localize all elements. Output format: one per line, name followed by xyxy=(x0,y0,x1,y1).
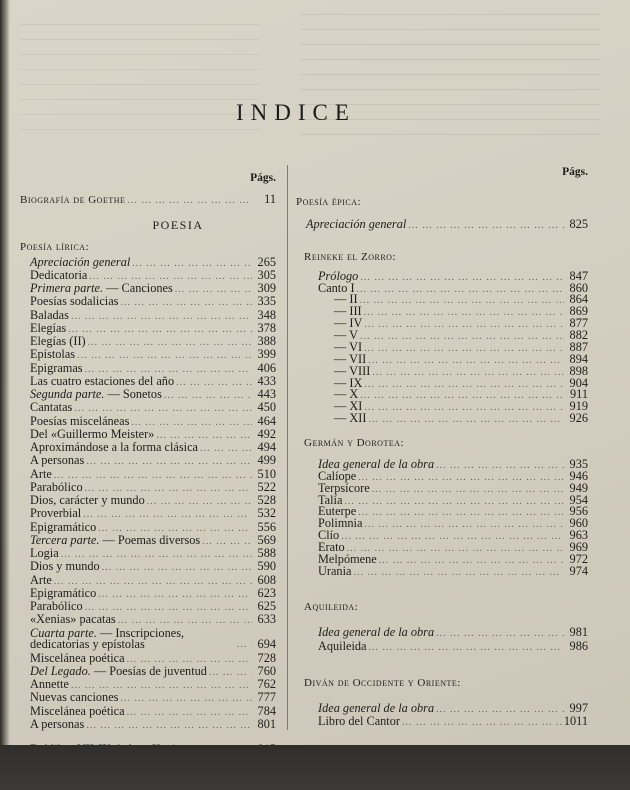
toc-entry xyxy=(20,585,276,600)
toc-entry-page: 510 xyxy=(257,466,276,481)
leader-dots xyxy=(368,414,564,426)
toc-list-lirica xyxy=(20,254,276,756)
toc-entry xyxy=(20,519,276,534)
toc-entry-page: 760 xyxy=(257,663,276,678)
leader-dots xyxy=(237,639,252,651)
toc-entry-page: 777 xyxy=(257,690,276,705)
toc-entry xyxy=(20,703,276,718)
toc-entry-page: 762 xyxy=(257,677,276,692)
toc-entry-title: — V xyxy=(334,328,359,343)
leader-dots xyxy=(353,567,564,579)
toc-entry-page: 1011 xyxy=(563,713,588,728)
leader-dots xyxy=(364,307,564,319)
leader-dots xyxy=(360,331,564,343)
leader-dots xyxy=(164,390,252,402)
toc-entry xyxy=(20,692,276,704)
toc-entry-title: Prólogo xyxy=(318,268,359,283)
left-column xyxy=(20,172,276,756)
toc-entry-page: 963 xyxy=(569,528,588,543)
toc-entry-page: 433 xyxy=(257,373,276,388)
leader-dots xyxy=(358,507,564,519)
toc-entry-page: 926 xyxy=(569,411,588,426)
toc-entry xyxy=(20,442,276,454)
toc-entry xyxy=(20,402,276,414)
toc-entry-title: — II xyxy=(334,292,358,307)
toc-entry-page: 949 xyxy=(569,480,588,495)
pags-header-left: Págs. xyxy=(250,172,276,184)
toc-entry-title: — XII xyxy=(334,411,367,426)
leader-dots xyxy=(202,536,252,548)
toc-entry-page: 894 xyxy=(569,351,588,366)
leader-dots xyxy=(341,531,564,543)
leader-dots xyxy=(369,642,565,654)
toc-entry xyxy=(20,336,276,348)
toc-entry-page: 625 xyxy=(257,599,276,614)
toc-entry-page: 406 xyxy=(257,360,276,375)
section-heading-poesia: POESIA xyxy=(152,217,204,232)
toc-entry-page: 556 xyxy=(257,519,276,534)
book-spine-shadow xyxy=(0,0,10,745)
toc-entry-title: Calíope xyxy=(318,468,357,483)
toc-entry-title: Miscelánea poética xyxy=(30,703,125,718)
toc-entry-title: Erato xyxy=(318,540,345,554)
leader-dots xyxy=(86,720,252,732)
toc-entry-page: 801 xyxy=(257,716,276,731)
leader-dots xyxy=(368,355,564,367)
toc-entry-page: 348 xyxy=(257,307,276,322)
toc-entry xyxy=(296,627,588,639)
toc-entry xyxy=(20,663,276,678)
leader-dots xyxy=(120,297,252,309)
leader-dots xyxy=(364,519,564,531)
toc-entry-title: Parabólico xyxy=(30,479,83,494)
toc-entry xyxy=(296,700,588,715)
toc-entry-title: Idea general de la obra xyxy=(318,700,435,715)
leader-dots xyxy=(364,379,564,391)
toc-entry-page: 608 xyxy=(257,572,276,587)
toc-entry-page: 309 xyxy=(257,281,276,296)
toc-entry-page: 877 xyxy=(569,316,588,331)
toc-entry-title: — III xyxy=(334,304,362,319)
toc-entry-biografia: Biografía de Goethe ... . 11 xyxy=(20,194,276,206)
toc-entry-page: 986 xyxy=(569,639,588,654)
toc-entry xyxy=(20,349,276,361)
toc-entry-page: 388 xyxy=(257,334,276,349)
toc-entry-page: 590 xyxy=(257,559,276,574)
section-part-subtitle: — Poemas diversos xyxy=(99,532,201,547)
bleed-through-ghosting xyxy=(20,20,260,130)
toc-entry xyxy=(20,455,276,467)
toc-entry-title: Terpsícore xyxy=(318,480,370,495)
toc-entry-title: Del «Guillermo Meister» xyxy=(30,426,155,441)
toc-entry-page: 946 xyxy=(569,468,588,483)
leader-dots xyxy=(54,470,252,482)
toc-entry xyxy=(20,532,276,547)
toc-entry xyxy=(20,625,276,652)
toc-entry-title: — IV xyxy=(334,316,363,331)
toc-entry-title: Elegías (II) xyxy=(30,334,86,349)
leader-dots xyxy=(357,284,564,296)
leader-dots xyxy=(372,367,564,379)
toc-entry-title: A personas xyxy=(30,453,85,468)
toc-entry-title: Talía xyxy=(318,492,343,507)
leader-dots xyxy=(86,456,252,468)
section-part-label: Tercera parte. xyxy=(30,532,100,547)
toc-entry-title: — VI xyxy=(334,339,363,354)
toc-entry-title: Idea general de la obra xyxy=(318,625,435,640)
leader-dots xyxy=(379,555,564,567)
toc-entry-title: Nuevas canciones xyxy=(30,690,119,705)
toc-entry-page: 956 xyxy=(569,504,588,519)
toc-entry-page: 588 xyxy=(257,546,276,561)
toc-entry-page: 882 xyxy=(569,328,588,343)
toc-entry-page: 532 xyxy=(257,506,276,521)
toc-entry-page: 464 xyxy=(257,413,276,428)
toc-entry xyxy=(20,479,276,494)
toc-entry-title xyxy=(20,625,235,652)
leader-dots xyxy=(358,472,564,484)
toc-entry-page: 954 xyxy=(569,492,588,507)
toc-entry-title xyxy=(20,389,162,401)
toc-entry-title: Euterpe xyxy=(318,504,357,519)
right-column xyxy=(296,166,588,727)
leader-dots xyxy=(176,377,252,389)
toc-entry-title xyxy=(20,663,207,678)
toc-entry xyxy=(296,563,588,578)
toc-entry-page: 623 xyxy=(257,585,276,600)
leader-dots xyxy=(200,443,252,455)
toc-entry-page: 494 xyxy=(257,440,276,455)
toc-entry xyxy=(20,283,276,295)
toc-entry-title: — VIII xyxy=(334,363,371,378)
toc-entry-title: Parabólico xyxy=(30,599,83,614)
leader-dots xyxy=(360,272,564,284)
toc-list-german xyxy=(296,456,588,578)
toc-entry-title: — XI xyxy=(334,399,363,414)
leader-dots xyxy=(98,589,252,601)
toc-entry-title: «Xenias» pacatas xyxy=(30,612,116,627)
toc-entry xyxy=(20,373,276,388)
toc-entry-title: Clío xyxy=(318,528,340,543)
subsection-heading-divan: Diván de Occidente y Oriente: xyxy=(304,676,461,689)
toc-entry xyxy=(20,413,276,428)
toc-entry-page: 847 xyxy=(569,268,588,283)
toc-entry-page: 997 xyxy=(569,700,588,715)
section-part-label: Del Legado. xyxy=(30,663,91,678)
leader-dots xyxy=(77,350,252,362)
toc-entry-title: Dios y mundo xyxy=(30,559,100,574)
toc-entry-title: — IX xyxy=(334,375,363,390)
toc-entry xyxy=(20,254,276,269)
subsection-heading-german: Germán y Dorotea: xyxy=(304,436,405,449)
toc-entry-page: 265 xyxy=(257,254,276,269)
column-divider xyxy=(287,165,288,730)
leader-dots xyxy=(132,258,252,270)
section-part-label: Primera parte. xyxy=(30,281,104,296)
toc-entry-page: 499 xyxy=(257,453,276,468)
toc-entry-title: Poesías sodalicias xyxy=(30,294,119,309)
toc-entry-title: Epístolas xyxy=(30,347,76,362)
leader-dots xyxy=(364,402,564,414)
toc-entry xyxy=(296,518,588,530)
leader-dots xyxy=(175,284,252,296)
toc-entry-title: Baladas xyxy=(30,307,69,322)
toc-entry xyxy=(20,389,276,401)
toc-entry xyxy=(20,548,276,560)
leader-dots xyxy=(402,717,562,729)
toc-entry-title: Elegías xyxy=(30,320,67,335)
leader-dots xyxy=(364,319,564,331)
leader-dots xyxy=(344,496,564,508)
toc-entry-page: 969 xyxy=(569,540,588,554)
toc-entry-page: 919 xyxy=(569,399,588,414)
toc-entry-title: Logia xyxy=(30,546,59,561)
toc-list-aquileida xyxy=(296,627,588,652)
toc-entry-apreciacion-epica: Apreciación general ... . 825 xyxy=(296,219,588,231)
toc-entry xyxy=(20,614,276,626)
toc-entry-title: — X xyxy=(334,387,359,402)
leader-dots xyxy=(364,343,564,355)
toc-entry-title: Canto I xyxy=(318,280,355,295)
section-part-label: Cuarta parte. xyxy=(30,625,97,640)
toc-entry xyxy=(20,561,276,573)
leader-dots xyxy=(347,543,564,555)
toc-entry-page: 399 xyxy=(257,347,276,362)
toc-entry-page: 492 xyxy=(257,426,276,441)
toc-entry-title: Epigramas xyxy=(30,360,83,375)
toc-entry-title: Las cuatro estaciones del año xyxy=(30,373,175,388)
toc-entry-title: Arte xyxy=(30,466,52,481)
toc-entry xyxy=(20,716,276,731)
toc-entry-page: 898 xyxy=(569,363,588,378)
toc-entry-title: Epigramático xyxy=(30,585,97,600)
toc-entry-title: Annette xyxy=(30,677,69,692)
toc-entry-title: Epigramático xyxy=(30,519,97,534)
section-part-subtitle: — Inscripciones, dedicatorias y epístolas xyxy=(30,625,185,652)
toc-entry-page: 869 xyxy=(569,304,588,319)
toc-entry-page: 981 xyxy=(569,625,588,640)
toc-list-reineke xyxy=(296,268,588,426)
toc-entry-title: Proverbial xyxy=(30,506,82,521)
leader-dots xyxy=(372,484,564,496)
leader-dots xyxy=(209,667,252,679)
section-part-subtitle: — Sonetos xyxy=(104,387,162,402)
section-part-label: Segunda parte. xyxy=(30,387,105,402)
toc-entry-page: 864 xyxy=(569,292,588,307)
toc-entry-page: 860 xyxy=(569,280,588,295)
toc-entry-page: 569 xyxy=(257,532,276,547)
toc-entry-title: Dedicatoria xyxy=(30,267,88,282)
toc-entry xyxy=(20,572,276,587)
toc-entry-page: 528 xyxy=(257,493,276,508)
toc-entry-page: 911 xyxy=(570,387,588,402)
toc-entry-page: 335 xyxy=(257,294,276,309)
toc-entry xyxy=(20,495,276,507)
toc-entry xyxy=(20,466,276,481)
toc-entry xyxy=(20,360,276,375)
leader-dots xyxy=(436,628,564,640)
toc-entry xyxy=(296,641,588,653)
toc-entry xyxy=(20,426,276,441)
pags-header-right: Págs. xyxy=(562,166,588,178)
toc-entry-title: Dios, carácter y mundo xyxy=(30,493,145,508)
toc-entry-title: Arte xyxy=(30,572,52,587)
leader-dots xyxy=(436,704,564,716)
toc-entry-page: 633 xyxy=(257,612,276,627)
toc-entry xyxy=(20,679,276,691)
toc-entry-title: Urania xyxy=(318,563,352,578)
toc-entry-page: 728 xyxy=(257,650,276,665)
leader-dots xyxy=(127,707,252,719)
toc-entry xyxy=(20,296,276,308)
subsection-heading-lirica: Poesía lírica: xyxy=(20,240,90,253)
toc-entry xyxy=(20,320,276,335)
toc-entry-title: Poesías misceláneas xyxy=(30,413,130,428)
toc-entry-page: 904 xyxy=(569,375,588,390)
toc-entry-title: — VII xyxy=(334,351,367,366)
toc-entry-title: Libro del Cantor xyxy=(318,713,400,728)
toc-entry-title xyxy=(20,283,173,295)
toc-entry-title xyxy=(20,532,201,547)
leader-dots xyxy=(120,693,252,705)
toc-entry-page: 784 xyxy=(257,703,276,718)
toc-entry-page: 960 xyxy=(569,516,588,531)
subsection-heading-aquileida: Aquileida: xyxy=(304,601,359,614)
page-title: INDICE xyxy=(236,100,356,125)
leader-dots xyxy=(71,311,252,323)
subsection-heading-epica: Poesía épica: xyxy=(296,196,362,208)
toc-entry-page: 378 xyxy=(257,320,276,335)
toc-entry-page: 974 xyxy=(569,563,588,578)
toc-entry-title: Idea general de la obra xyxy=(318,456,435,471)
toc-entry-title: Melpómene xyxy=(318,551,377,566)
leader-dots xyxy=(147,496,252,508)
toc-entry-title: Aquileida xyxy=(318,639,367,654)
section-part-subtitle: — Poesías de juventud xyxy=(90,663,207,678)
leader-dots xyxy=(68,324,252,336)
toc-entry xyxy=(20,307,276,322)
toc-entry-title: A personas xyxy=(30,716,85,731)
leader-dots xyxy=(436,460,564,472)
toc-entry-page: 935 xyxy=(569,456,588,471)
leader-dots xyxy=(102,562,252,574)
toc-entry-page: 522 xyxy=(257,479,276,494)
toc-entry xyxy=(20,508,276,520)
toc-entry xyxy=(20,267,276,282)
toc-list-divan xyxy=(296,700,588,728)
toc-entry-page: 694 xyxy=(257,637,276,652)
section-part-subtitle: — Canciones xyxy=(103,281,173,296)
toc-entry xyxy=(296,413,588,425)
leader-dots xyxy=(360,295,564,307)
toc-entry-page: 972 xyxy=(569,551,588,566)
subsection-heading-reineke: Reineke el Zorro: xyxy=(304,250,396,263)
toc-entry-title: Miscelánea poética xyxy=(30,650,125,665)
toc-entry-page: 887 xyxy=(569,339,588,354)
toc-entry xyxy=(20,650,276,665)
toc-entry-title: Apreciación general xyxy=(30,254,131,269)
leader-dots xyxy=(88,337,252,349)
toc-entry-page: 450 xyxy=(257,400,276,415)
toc-entry-page: 443 xyxy=(257,387,276,402)
toc-entry xyxy=(20,601,276,613)
toc-entry-page: 305 xyxy=(257,267,276,282)
leader-dots xyxy=(360,390,564,402)
toc-entry-title: Cantatas xyxy=(30,400,73,415)
toc-entry xyxy=(296,713,588,728)
leader-dots xyxy=(83,509,252,521)
page-bottom-shadow xyxy=(0,745,630,790)
toc-entry-title: Polimnia xyxy=(318,516,363,531)
toc-entry-title: Aproximándose a la forma clásica xyxy=(30,440,198,455)
